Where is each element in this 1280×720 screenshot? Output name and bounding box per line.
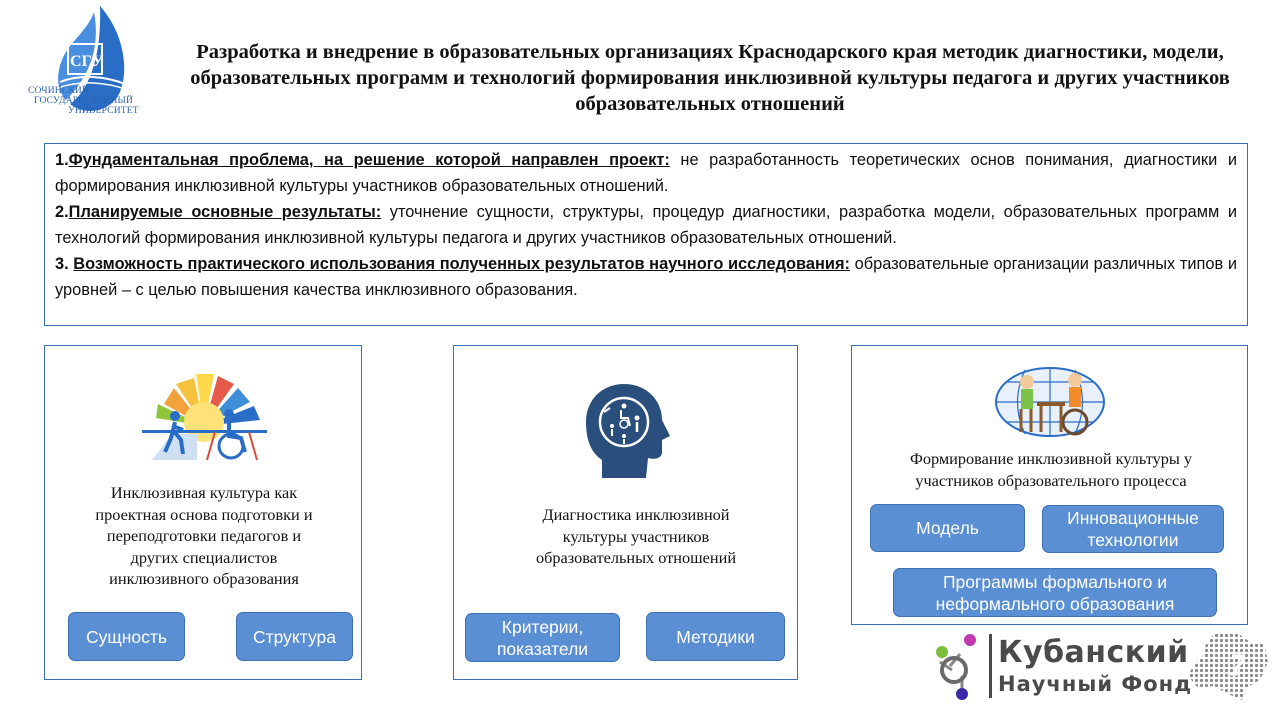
university-name-line3: УНИВЕРСИТЕТ [68,106,139,116]
inclusion-sun-icon [137,368,272,463]
innovative-technologies-button[interactable]: Инновационные технологии [1042,505,1224,553]
university-name-line1: СОЧИНСКИЙ [28,86,90,96]
structure-button[interactable]: Структура [236,612,353,661]
description-text-2: уточнение сущности, структуры, процедур диагностики, разработка модели, образовательных программ и технологий формирования инклюзивной культуры педагога и других участников образовательных отношений. [55,203,1237,247]
programs-button[interactable]: Программы формального и неформального образования [893,568,1217,617]
project-description [44,143,1248,326]
description-item-2: 2.Планируемые основные результаты: уточнение сущности, структуры, процедур диагностики, разработка модели, образовательных программ и технологий формирования инклюзивной культуры педагога и других участников образовательных отношений. [55,203,1237,247]
panel-diagnostics [453,345,798,680]
panel-formation [851,345,1248,625]
description-text-1: не разработанность теоретических основ понимания, диагностики и формирования инклюзивной культуры участников образовательных отношений. [55,151,1237,195]
description-heading-3: Возможность практического использования полученных результатов научного исследования: [73,255,850,273]
essence-button[interactable]: Сущность [68,612,185,661]
page-title: Разработка и внедрение в образовательных организациях Краснодарского края методик диагностики, модели, образовательных программ и технологий формирования инклюзивной культуры педагога и других участников образовательных отношений [190,41,1230,115]
kuban-fund-line2: Научный Фонд [998,672,1193,696]
description-heading-2: Планируемые основные результаты: [68,203,382,221]
university-logo-text [28,86,153,116]
university-logo-badge: СГУ [70,53,104,70]
model-button[interactable]: Модель [870,504,1025,552]
panel-diagnostics-text: Диагностика инклюзивной культуры участников образовательных отношений [535,505,737,567]
description-text-3: образовательные организации различных типов и уровней – с целью повышения качества инклюзивного образования. [55,255,1237,299]
methods-button[interactable]: Методики [646,612,785,661]
panel-culture-text: Инклюзивная культура как проектная основа подготовки и переподготовки педагогов и других специалистов инклюзивного образования [95,483,313,588]
panel-inclusive-culture [44,345,362,680]
description-item-3: 3. Возможность практического использования полученных результатов научного исследования: образовательные организации различных типов и уровней – с целью повышения качества инклюзивного образования. [55,255,1237,299]
krasnodar-region-map-icon [1184,628,1270,702]
kuban-fund-symbol [932,632,992,700]
head-diagnostics-icon [584,382,674,482]
kuban-fund-divider [989,634,992,698]
criteria-button[interactable]: Критерии, показатели [465,613,620,662]
kuban-fund-line1: Кубанский [998,635,1189,670]
university-name-line2: ГОСУДАРСТВЕННЫЙ [34,96,134,106]
inclusive-learning-icon [995,362,1105,444]
description-heading-1: Фундаментальная проблема, на решение которой направлен проект: [68,151,670,169]
kuban-fund-logo [998,636,1192,698]
description-item-1: 1.Фундаментальная проблема, на решение которой направлен проект: не разработанность теоретических основ понимания, диагностики и формирования инклюзивной культуры участников образовательных отношений. [55,151,1237,195]
panel-formation-text: Формирование инклюзивной культуры у участников образовательного процесса [909,449,1193,490]
